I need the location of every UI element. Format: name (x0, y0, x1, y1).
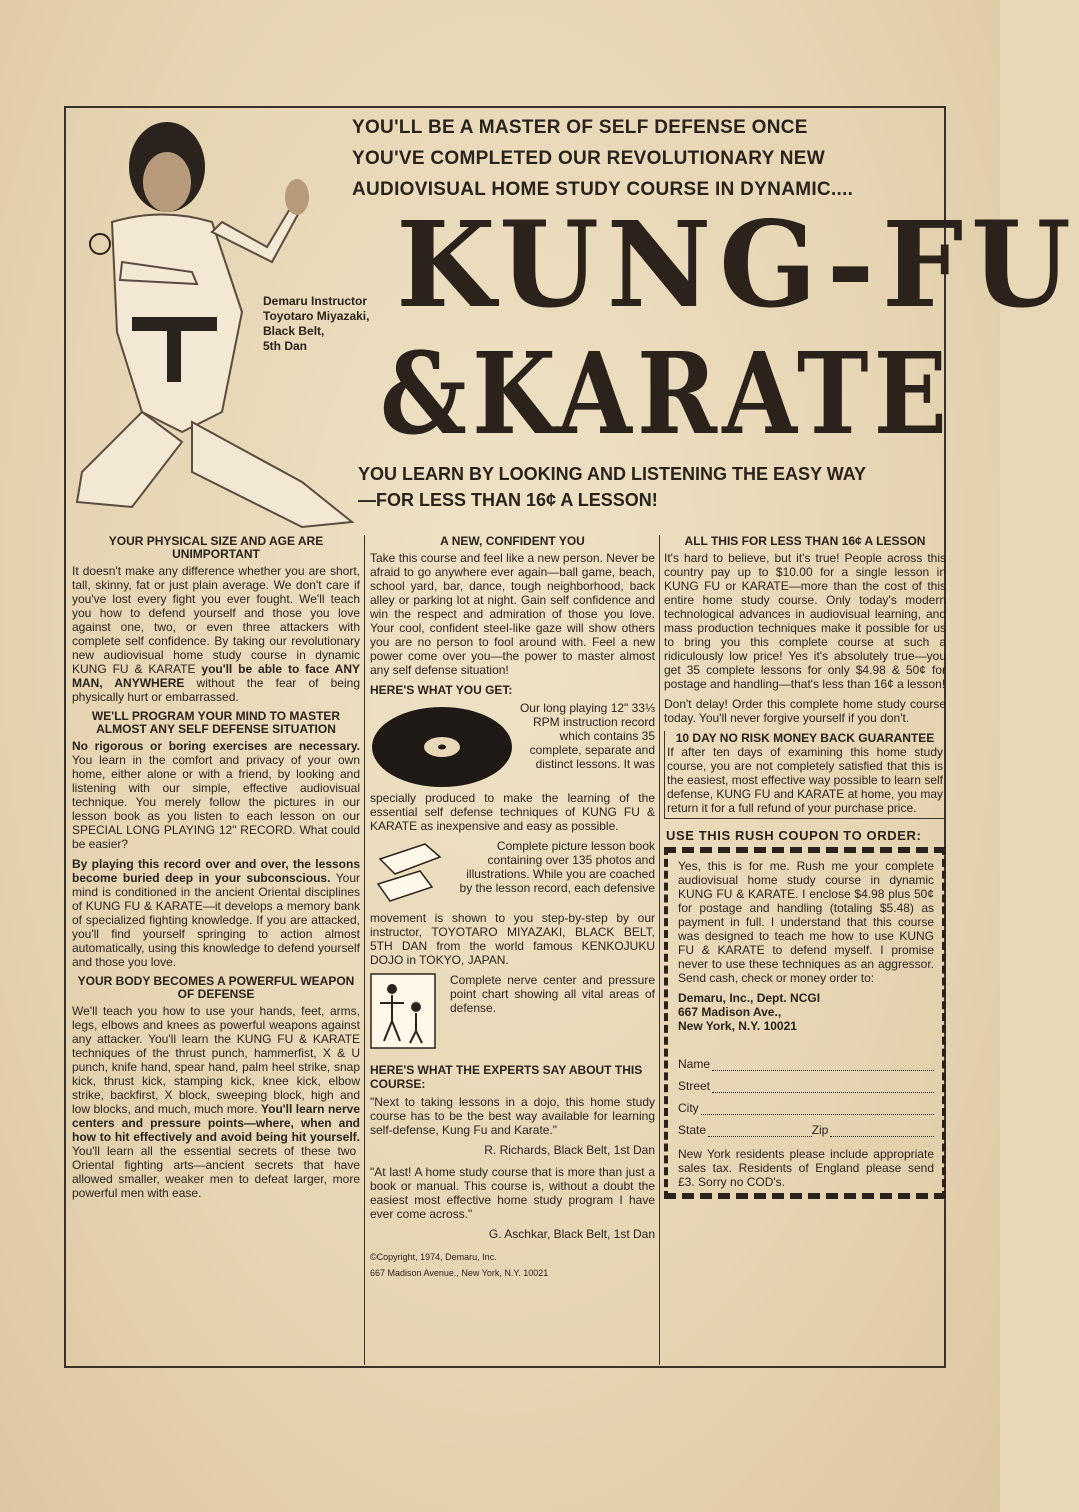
address-line: New York, N.Y. 10021 (678, 1019, 797, 1033)
column-3 (664, 535, 946, 1199)
caption-line: Black Belt, (263, 324, 325, 338)
address-line: 667 Madison Ave., (678, 1005, 782, 1019)
company-address: 667 Madison Avenue., New York, N.Y. 10021 (370, 1268, 549, 1278)
paragraph: Don't delay! Order this complete home study course today. You'll never forgive yourself if you don't. (664, 697, 946, 725)
paragraph (72, 857, 360, 969)
caption-line: Demaru Instructor (263, 294, 368, 308)
street-field[interactable] (678, 1079, 934, 1093)
address-line: Demaru, Inc., Dept. NCGI (678, 991, 821, 1005)
subhead-line: —FOR LESS THAN 16¢ A LESSON! (358, 490, 658, 510)
coupon-text: Yes, this is for me. Rush me your complete audiovisual home study course in dynamic KUNG FU & KARATE. I enclose $4.98 plus 50¢ for postage and handling (totaling $5.48) as payment in full. I understand that this course was designed to teach me how to use KUNG FU & KARATE to defend myself. I promise never to use these techniques as an aggressor. Send cash, check or money order to: (678, 859, 934, 985)
bold-text: You'll learn nerve centers and pressure points—where, when and how to hit effectively and avoid being hit yourself. (72, 1102, 360, 1144)
bold-text: you'll be able to face ANY MAN, ANYWHERE (72, 662, 360, 690)
headline-line: AUDIOVISUAL HOME STUDY COURSE IN DYNAMIC.... (352, 179, 854, 200)
field-label: City (678, 1101, 699, 1115)
text: without the fear of being physically hurt or embarrassed. (72, 676, 360, 704)
copyright: ©Copyright, 1974, Demaru, Inc. (370, 1252, 497, 1262)
section-heading: HERE'S WHAT THE EXPERTS SAY ABOUT THIS COURSE: (370, 1063, 643, 1091)
testimonial-author: R. Richards, Black Belt, 1st Dan (484, 1143, 655, 1157)
section-heading: HERE'S WHAT YOU GET: (370, 683, 513, 697)
coupon-heading: USE THIS RUSH COUPON TO ORDER: (666, 828, 922, 843)
testimonial: "Next to taking lessons in a dojo, this home study course has to be the best way available for learning self-defense, Kung Fu and Karate." (370, 1095, 655, 1137)
paragraph (72, 564, 360, 704)
field-label: State (678, 1123, 707, 1137)
bold-text: By playing this record over and over, the lessons become buried deep in your subconscious. (72, 857, 360, 885)
paragraph (72, 1004, 360, 1200)
title-kung-fu: KUNG-FU (396, 195, 1079, 334)
column-divider (364, 535, 365, 1365)
testimonial: "At last! A home study course that is more than just a book or manual. This course is, without a doubt the easiest most effective home study program I have ever come across." (370, 1165, 655, 1221)
headline-line: YOU'VE COMPLETED OUR REVOLUTIONARY NEW (352, 148, 826, 169)
section-heading: YOUR BODY BECOMES A POWERFUL WEAPON OF DEFENSE (77, 974, 355, 1001)
field-label: Street (678, 1079, 711, 1093)
text: It doesn't make any difference whether you are short, tall, skinny, fat or just plain average. We don't care if you've lost every fight you ever fought. We'll teach you how to defend yourself and those you love against one, two, or even three attackers with complete self confidence. By taking our revolutionary new audiovisual home study course in dynamic KUNG FU & KARATE (72, 564, 360, 676)
section-heading: YOUR PHYSICAL SIZE AND AGE ARE UNIMPORTANT (108, 534, 324, 561)
headline (352, 112, 942, 205)
text: You'll learn all the essential secrets of these two Oriental fighting arts—ancient secrets that have allowed smaller, weaker men to defeat larger, more powerful men with ease. (72, 1144, 360, 1200)
column-2 (370, 535, 655, 1281)
record-description: Our long playing 12" 33⅓ RPM instruction record which contains 35 complete, separate and distinct lessons. It was (519, 701, 655, 771)
field-line[interactable] (701, 1104, 934, 1115)
book-description: Complete picture lesson book containing over 135 photos and illustrations. While you are coached by the lesson record, each defensive (459, 839, 655, 895)
column-1 (72, 535, 360, 1206)
paragraph: specially produced to make the learning of the essential self defense techniques of KUNG FU & KARATE as inexpensive and easy as possible. (370, 791, 655, 833)
name-field[interactable] (678, 1057, 934, 1071)
state-zip-field[interactable] (678, 1123, 934, 1137)
record-offer (370, 701, 655, 789)
section-heading: WE'LL PROGRAM YOUR MIND TO MASTER ALMOST ANY SELF DEFENSE SITUATION (91, 709, 341, 736)
chart-offer (370, 973, 655, 1049)
title-karate: &KARATE (380, 329, 953, 460)
photo-caption (263, 294, 393, 354)
book-offer (370, 839, 655, 909)
headline-line: YOU'LL BE A MASTER OF SELF DEFENSE ONCE (352, 117, 808, 138)
paragraph: It's hard to believe, but it's true! People across this country pay up to $10.00 for a single lesson in KUNG FU or KARATE—more than the cost of this entire home study course. Only today's modern technological advances in audiovisual learning, and mass production techniques make it possible for us to bring you this complete course at such a ridiculously low price! Yes it's absolutely true—you get 35 complete lessons for only $4.98 & 50¢ for postage and handling—that's less than 16¢ a lesson! (664, 551, 946, 691)
testimonial-author: G. Aschkar, Black Belt, 1st Dan (488, 1227, 655, 1241)
paragraph: Take this course and feel like a new person. Never be afraid to go anywhere ever again—ball game, beach, school yard, bar, dance, tough neighborhood, back alley or parking lot at night. Gain self confidence and win the respect and admiration of those you love. Your cool, confident steel-like gaze will show others you are no person to fool around with. Feel a new power come over you—the power to master almost any self defense situation! (370, 551, 655, 677)
order-coupon[interactable] (664, 847, 946, 1199)
city-field[interactable] (678, 1101, 934, 1115)
text: Your mind is conditioned in the ancient Oriental disciplines of KUNG FU & KARATE—it develops a memory bank of specialized fighting knowledge. If you are attacked, you'll find yourself springing to action almost automatically, using this knowledge to defend yourself and those you love. (72, 871, 360, 969)
field-line[interactable] (712, 1082, 934, 1093)
record-icon (370, 701, 515, 789)
caption-line: 5th Dan (263, 339, 308, 353)
caption-line: Toyotaro Miyazaki, (263, 309, 370, 323)
field-line[interactable] (712, 1060, 934, 1071)
section-heading: ALL THIS FOR LESS THAN 16¢ A LESSON (684, 534, 926, 548)
field-line[interactable] (830, 1126, 934, 1137)
guarantee-title: 10 DAY NO RISK MONEY BACK GUARANTEE (675, 731, 935, 745)
paragraph: movement is shown to you step-by-step by our instructor, TOYOTARO MIYAZAKI, BLACK BELT, 5TH DAN from the world famous KENKOJUKU DOJO in TOKYO, JAPAN. (370, 911, 655, 967)
bold-text: No rigorous or boring exercises are necessary. (72, 739, 360, 753)
subhead-line: YOU LEARN BY LOOKING AND LISTENING THE EASY WAY (358, 464, 867, 484)
coupon-note: New York residents please include appropriate sales tax. Residents of England please send £3. Sorry no COD's. (678, 1147, 934, 1189)
guarantee-box (664, 731, 946, 819)
column-divider (659, 535, 660, 1365)
section-heading: A NEW, CONFIDENT YOU (440, 534, 585, 548)
field-label: Zip (811, 1123, 829, 1137)
paragraph (72, 739, 360, 851)
field-line[interactable] (708, 1126, 812, 1137)
pressure-point-chart-icon (370, 973, 436, 1049)
chart-description: Complete nerve center and pressure point chart showing all vital areas of defense. (450, 973, 655, 1015)
subheadline (358, 461, 948, 513)
coupon-address (678, 991, 934, 1033)
text: You learn in the comfort and privacy of your own home, either alone or with a friend, by looking and listening with our simple, effective audiovisual technique. You merely follow the pictures in our lesson book as you listen to each lesson on our SPECIAL LONG PLAYING 12" RECORD. What could be easier? (72, 753, 360, 851)
lesson-book-icon (370, 839, 450, 909)
guarantee-text: If after ten days of examining this home study course, you are not completely satisfied that this is the easiest, most effective way possible to learn self defense, KUNG FU and KARATE at home, you may return it for a full refund of your purchase price. (667, 745, 943, 815)
text: We'll teach you how to use your hands, feet, arms, legs, elbows and knees as powerful weapons against any attacker. You'll learn the KUNG FU & KARATE techniques of the thrust punch, hammerfist, X & U punch, knife hand, spear hand, palm heel strike, snap kick, thrust kick, stamping kick, knee kick, elbow strike, backfirst, X block, sweeping block, high and low blocks, and much, much more. (72, 1004, 360, 1116)
field-label: Name (678, 1057, 711, 1071)
